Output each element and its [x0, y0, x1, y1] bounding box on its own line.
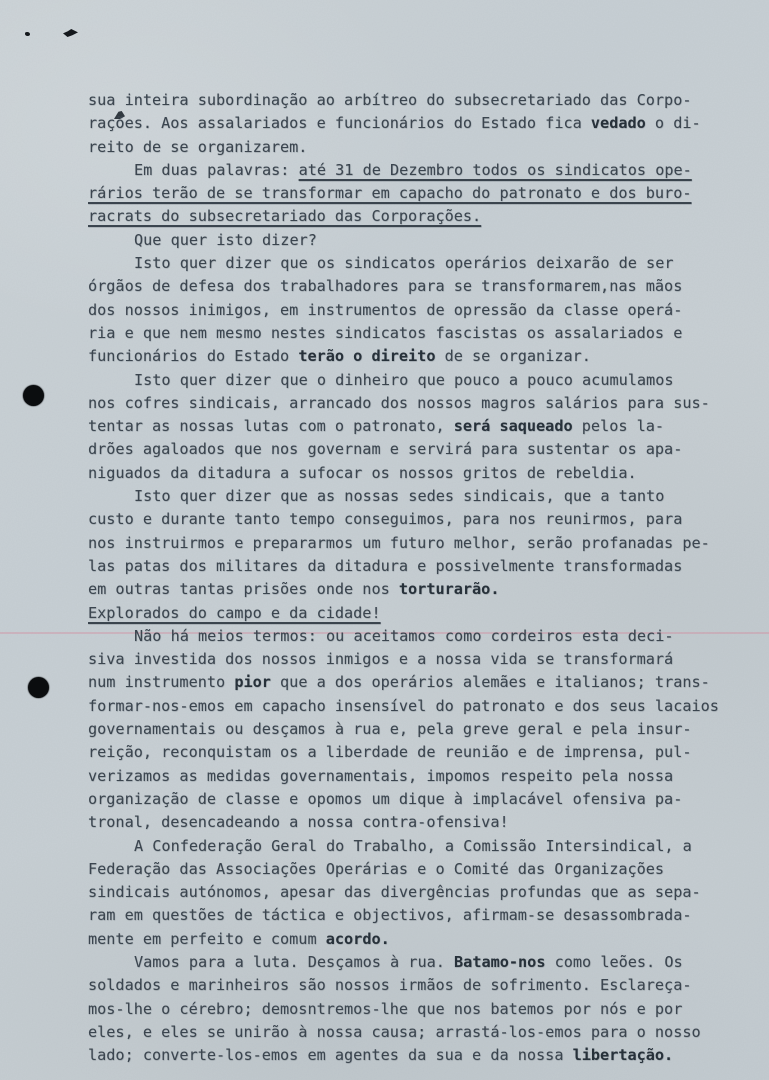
text-segment: mente em perfeito e comum	[88, 929, 326, 948]
text-line	[88, 671, 748, 694]
text-line	[88, 765, 748, 788]
text-segment: Em duas palavras:	[134, 160, 299, 179]
text-line	[88, 788, 748, 811]
text-segment: Batamo-nos	[454, 952, 546, 971]
text-line	[88, 974, 748, 997]
text-segment: ria e que nem mesmo nestes sindicatos fascistas os assalariados e	[88, 323, 683, 342]
text-line	[88, 532, 748, 555]
text-segment: que a dos operários alemães e italianos; trans-	[270, 673, 710, 692]
text-line	[88, 415, 748, 438]
text-line	[88, 89, 748, 112]
text-segment: torturarão.	[398, 580, 500, 599]
hole-punch-dot-top	[23, 385, 44, 406]
text-segment: tronal, desencadeando a nossa contra-ofensiva!	[88, 813, 509, 832]
text-line	[88, 904, 748, 927]
text-line	[88, 205, 748, 228]
ink-arrow-mark	[63, 29, 78, 37]
text-line	[88, 555, 748, 578]
text-segment: Isto quer dizer que o dinheiro que pouco a pouco acumulamos	[134, 370, 674, 389]
text-line	[88, 345, 748, 368]
text-segment: las patas dos militares da ditadura e possivelmente transformadas	[88, 556, 683, 575]
text-line	[88, 1044, 748, 1067]
text-segment: até 31 de Dezembro todos os sindicatos ope-	[298, 160, 692, 179]
text-line	[88, 159, 748, 182]
text-segment: sua inteira subordinação ao arbítreo do subsecretariado das Corpo-	[88, 91, 692, 109]
text-line	[88, 695, 748, 718]
text-segment: nos instruirmos e prepararmos um futuro melhor, serão profanadas pe-	[88, 533, 710, 552]
ink-speck	[25, 32, 30, 36]
hole-punch-dot-bottom	[28, 677, 49, 698]
text-line	[88, 322, 748, 345]
text-segment: siva investida dos nossos inmigos e a nossa vida se transformará	[88, 650, 674, 669]
text-segment: num instrumento	[88, 673, 235, 692]
text-segment: rários terão de se transformar em capacho do patronato e dos buro-	[88, 184, 692, 203]
text-line	[88, 392, 748, 415]
text-line	[88, 462, 748, 485]
text-segment: Isto quer dizer que os sindicatos operários deixarão de ser	[134, 254, 674, 273]
text-segment: como leões. Os	[545, 952, 683, 971]
text-segment: órgãos de defesa dos trabalhadores para se transformarem,nas mãos	[88, 277, 683, 296]
text-segment: de se organizar.	[435, 347, 591, 366]
text-segment: niguados da ditadura a sufocar os nossos gritos de rebeldia.	[88, 463, 637, 482]
text-line	[88, 811, 748, 834]
text-segment: mos-lhe o cérebro; demosntremos-lhe que nos batemos por nós e por	[88, 999, 683, 1018]
text-segment: rações. Aos assalariados e funcionários do Estado fica	[88, 114, 591, 133]
text-segment: vedado	[590, 114, 646, 133]
text-line	[88, 578, 748, 601]
text-segment: sindicais autónomos, apesar das divergências profundas que as sepa-	[88, 883, 701, 902]
text-line	[88, 718, 748, 741]
text-line	[88, 252, 748, 275]
text-segment: funcionários do Estado	[88, 347, 299, 366]
text-segment: A Confederação Geral do Trabalho, a Comissão Intersindical, a	[134, 836, 692, 855]
text-segment: em outras tantas prisões onde nos	[88, 580, 399, 599]
text-segment: lado; converte-los-emos em agentes da sua e da nossa	[88, 1046, 573, 1065]
text-segment: Vamos para a luta. Desçamos à rua.	[134, 952, 455, 971]
text-segment: reito de se organizarem.	[88, 137, 308, 156]
text-segment: será saqueado	[453, 417, 573, 436]
text-line	[88, 369, 748, 392]
text-segment: racrats do subsecretariado das Corporações.	[88, 207, 482, 226]
text-line	[88, 625, 748, 648]
text-segment: libertação.	[572, 1046, 674, 1065]
text-line	[88, 881, 748, 904]
text-segment: dos nossos inimigos, em instrumentos de opressão da classe operá-	[88, 300, 683, 319]
text-line	[88, 741, 748, 764]
text-column	[88, 89, 748, 1067]
text-segment: o di-	[645, 114, 701, 133]
text-segment: Federação das Associações Operárias e o Comité das Organizações	[88, 859, 665, 878]
text-segment: Explorados do campo e da cidade!	[88, 603, 381, 622]
text-segment: nos cofres sindicais, arrancado dos nossos magros salários para sus-	[88, 393, 710, 412]
text-line	[88, 112, 748, 135]
text-segment: eles, e eles se unirão à nossa causa; arrastá-los-emos para o nosso	[88, 1022, 701, 1041]
text-line	[88, 229, 748, 252]
text-segment: drões agaloados que nos governam e servirá para sustentar os apa-	[88, 440, 683, 459]
text-segment: soldados e marinheiros são nossos irmãos de sofrimento. Esclareça-	[88, 976, 692, 995]
text-segment: organização de classe e opomos um dique à implacável ofensiva pa-	[88, 789, 683, 808]
text-line	[88, 1021, 748, 1044]
text-line	[88, 508, 748, 531]
text-segment: ram em questões de táctica e objectivos, afirmam-se desassombrada-	[88, 906, 692, 925]
text-segment: Isto quer dizer que as nossas sedes sindicais, que a tanto	[134, 487, 665, 506]
text-segment: pior	[234, 673, 271, 692]
text-line	[88, 299, 748, 322]
text-line	[88, 928, 748, 951]
text-line	[88, 648, 748, 671]
text-line	[88, 275, 748, 298]
text-line	[88, 998, 748, 1021]
text-segment: custo e durante tanto tempo conseguimos, para nos reunirmos, para	[88, 510, 683, 529]
text-line	[88, 182, 748, 205]
text-segment: Que quer isto dizer?	[134, 230, 317, 249]
text-line	[88, 438, 748, 461]
text-segment: terão o direito	[298, 347, 436, 366]
text-segment: pelos la-	[572, 417, 665, 436]
text-line	[88, 136, 748, 159]
text-segment: formar-nos-emos em capacho insensível do patronato e dos seus lacaios	[88, 696, 719, 715]
text-line	[88, 485, 748, 508]
text-segment: governamentais ou desçamos à rua e, pela greve geral e pela insur-	[88, 720, 692, 739]
text-line	[88, 858, 748, 881]
text-segment: Não há meios termos: ou aceitamos como cordeiros esta deci-	[134, 626, 674, 645]
text-segment: acordo.	[325, 929, 390, 948]
text-segment: verizamos as medidas governamentais, impomos respeito pela nossa	[88, 766, 674, 785]
text-segment: reição, reconquistam os a liberdade de reunião e de imprensa, pul-	[88, 743, 692, 762]
text-line	[88, 951, 748, 974]
text-line	[88, 835, 748, 858]
section-heading	[88, 602, 748, 625]
text-segment: tentar as nossas lutas com o patronato,	[88, 417, 454, 436]
